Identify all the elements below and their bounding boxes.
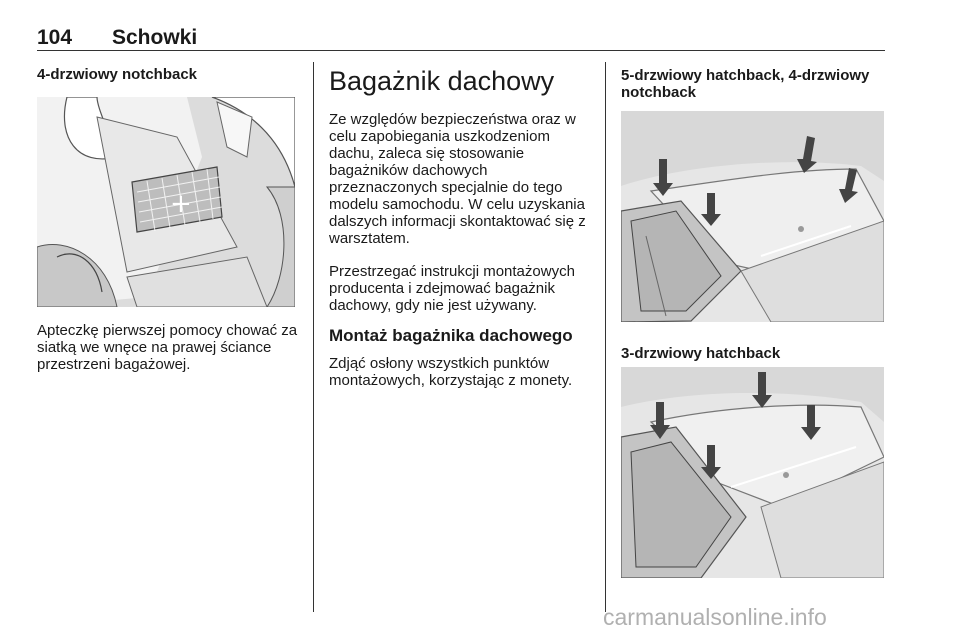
page-number: 104 xyxy=(37,26,73,49)
first-aid-kit-illustration xyxy=(37,97,295,307)
column-divider-1 xyxy=(313,62,314,612)
mounting-subheading: Montaż bagażnika dachowego xyxy=(329,326,573,345)
header-rule xyxy=(37,50,885,51)
watermark: carmanualsonline.info xyxy=(603,604,827,630)
section-title: Schowki xyxy=(112,26,198,49)
roof-mount-points-5door-illustration xyxy=(621,111,884,322)
column-divider-2 xyxy=(605,62,606,612)
mounting-para: Zdjąć osłony wszystkich punktów montażowych, korzystając z monety. xyxy=(329,355,573,389)
roof-rack-para-1: Ze względów bezpieczeństwa oraz w celu zapobiegania uszkodzeniom dachu, zaleca się stosowanie bagażników dachowych przeznaczonych specjalnie do tego modelu samochodu. W celu uzyskania dalszych informacji skontaktować się z warsztatem. xyxy=(329,111,586,247)
roof-rack-para-2: Przestrzegać instrukcji montażowych producenta i zdejmować bagażnik dachowy, gdy nie jest używany. xyxy=(329,263,575,314)
roof-mount-points-3door-illustration xyxy=(621,367,884,578)
hatchback-5door-subheading: 5-drzwiowy hatchback, 4-drzwiowy notchback xyxy=(621,67,870,101)
trunk-subheading: 4-drzwiowy notchback xyxy=(37,66,198,83)
hatchback-3door-subheading: 3-drzwiowy hatchback xyxy=(621,345,781,362)
svg-text:+: + xyxy=(170,189,192,219)
first-aid-caption: Apteczkę pierwszej pomocy chować za siatką we wnęce na prawej ściance przestrzeni bagażowej. xyxy=(37,322,298,373)
roof-rack-heading: Bagażnik dachowy xyxy=(329,66,555,96)
